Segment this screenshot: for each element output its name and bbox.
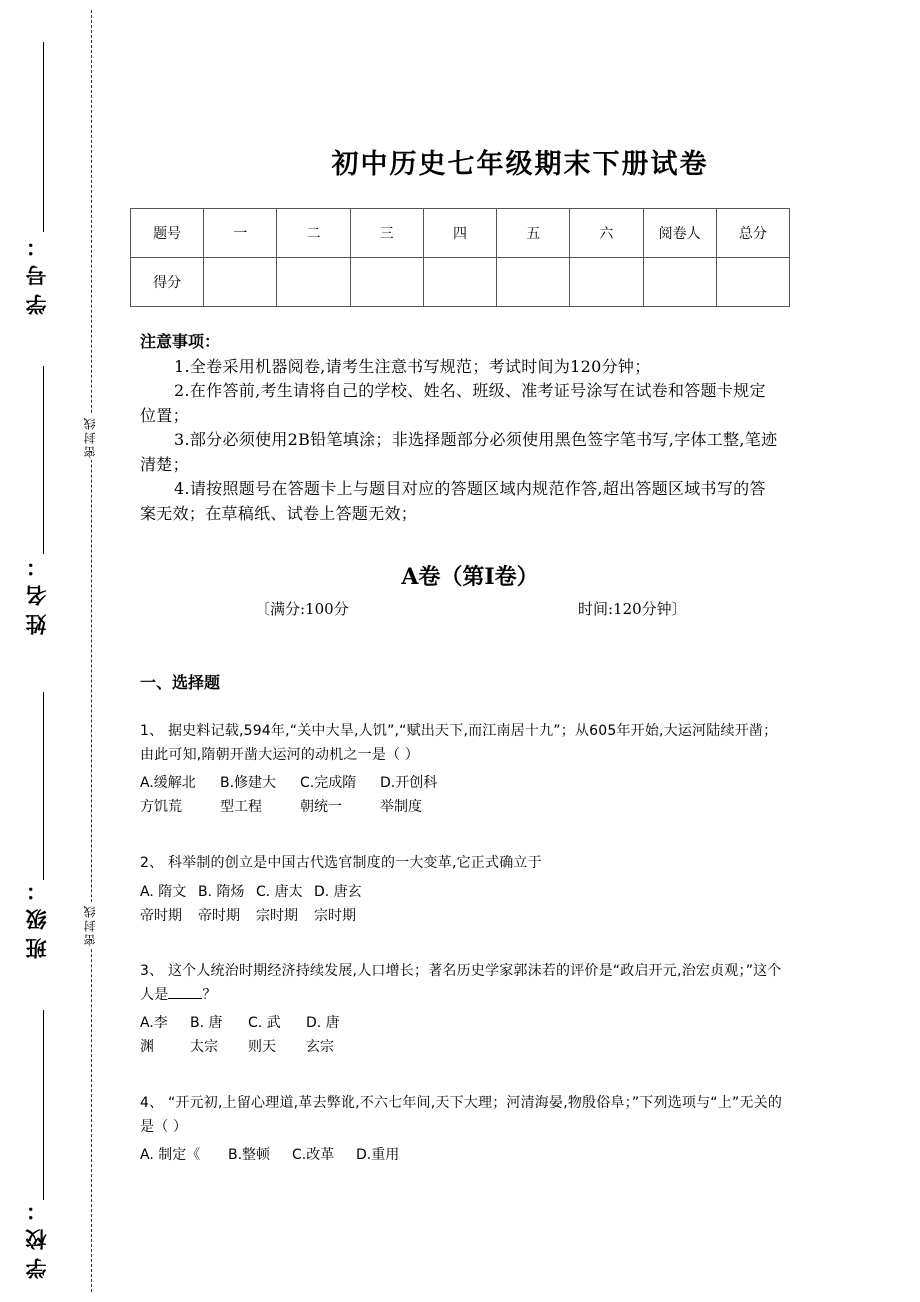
question-stem: 1、 据史料记载,594年,“关中大旱,人饥”,“赋出天下,而江南居十九”；从605年开始,大运河陆续开凿；由此可知,隋朝开凿大运河的动机之一是（ ） — [140, 723, 778, 763]
score-header-cell: 一 — [204, 209, 277, 258]
option-c[interactable]: C.完成隋 朝统一 — [300, 775, 357, 815]
full-score: 〔满分:100分 — [255, 600, 349, 618]
question-1 — [140, 720, 785, 819]
answer-blank — [168, 984, 202, 999]
score-value-row — [131, 258, 790, 307]
option-d[interactable]: D. 唐 玄宗 — [306, 1015, 340, 1055]
score-cell — [423, 258, 496, 307]
score-header-cell: 总分 — [716, 209, 789, 258]
school-line — [43, 1010, 44, 1200]
option-a[interactable]: A.缓解北 方饥荒 — [140, 775, 196, 815]
part-heading: 一、选择题 — [140, 673, 221, 692]
question-4 — [140, 1092, 785, 1167]
question-stem: 4、 “开元初,上留心理道,革去弊讹,不六七年间,天下大理；河清海晏,物殷俗阜；”下列选项与“上”无关的是（ ） — [140, 1095, 783, 1135]
school-label: 学校： — [24, 1192, 49, 1279]
score-cell — [204, 258, 277, 307]
option-b[interactable]: B.修建大 型工程 — [220, 775, 277, 815]
score-cell — [277, 258, 350, 307]
score-header-cell: 题号 — [131, 209, 204, 258]
notes-heading: 注意事项： — [140, 332, 221, 351]
exam-notes — [140, 330, 780, 526]
class-line — [43, 692, 44, 880]
student-id-label: 学号： — [24, 228, 49, 315]
student-id-line — [43, 42, 44, 232]
seal-line-text: 密封线 — [83, 904, 97, 946]
option-b[interactable]: B. 隋炀 帝时期 — [198, 883, 245, 924]
option-d[interactable]: D. 唐玄 宗时期 — [314, 883, 362, 924]
option-a[interactable]: A. 隋文 帝时期 — [140, 883, 187, 924]
score-header-row — [131, 209, 790, 258]
binding-dashed-line — [91, 10, 92, 1292]
score-header-cell: 三 — [350, 209, 423, 258]
notes-item: 1.全卷采用机器阅卷,请考生注意书写规范；考试时间为120分钟； — [174, 356, 651, 376]
option-a[interactable]: A. 制定《 — [140, 1147, 201, 1163]
option-a[interactable]: A.李 渊 — [140, 1015, 168, 1055]
score-row-label: 得分 — [131, 258, 204, 307]
notes-item: 4.请按照题号在答题卡上与题目对应的答题区域内规范作答,超出答题区域书写的答案无效；在草稿纸、试卷上答题无效； — [140, 479, 766, 523]
options-row — [140, 771, 785, 819]
class-label: 班级： — [24, 872, 49, 959]
question-stem — [140, 960, 785, 1007]
section-title: A卷（第I卷） — [401, 564, 539, 590]
options-row — [140, 1011, 785, 1059]
options-row — [140, 1143, 785, 1167]
score-header-cell: 阅卷人 — [643, 209, 716, 258]
score-header-cell: 四 — [423, 209, 496, 258]
score-header-cell: 五 — [497, 209, 570, 258]
question-stem-text: 3、 这个人统治时期经济持续发展,人口增长；著名历史学家郭沫若的评价是“政启开元,治宏贞观；”这个人是 — [140, 963, 782, 1003]
notes-item: 3.部分必须使用2B铅笔填涂；非选择题部分必须使用黑色签字笔书写,字体工整,笔迹清楚； — [140, 430, 778, 474]
name-line — [43, 366, 44, 554]
option-b[interactable]: B.整顿 — [228, 1147, 271, 1163]
score-header-cell: 六 — [570, 209, 643, 258]
option-c[interactable]: C. 唐太 宗时期 — [256, 883, 303, 924]
seal-line-text: 密封线 — [83, 416, 97, 458]
score-cell — [643, 258, 716, 307]
score-cell — [497, 258, 570, 307]
option-c[interactable]: C.改革 — [292, 1147, 335, 1163]
question-2 — [140, 852, 785, 928]
option-b[interactable]: B. 唐 太宗 — [190, 1015, 223, 1055]
score-header-cell: 二 — [277, 209, 350, 258]
score-cell — [350, 258, 423, 307]
notes-item: 2.在作答前,考生请将自己的学校、姓名、班级、准考证号涂写在试卷和答题卡规定位置； — [140, 381, 766, 425]
score-cell — [570, 258, 643, 307]
score-cell — [716, 258, 789, 307]
option-d[interactable]: D.开创科 举制度 — [380, 775, 438, 815]
exam-time: 时间:120分钟〕 — [578, 600, 687, 618]
question-3 — [140, 960, 785, 1059]
option-d[interactable]: D.重用 — [356, 1147, 400, 1163]
name-label: 姓名： — [24, 548, 49, 635]
option-c[interactable]: C. 武 则天 — [248, 1015, 281, 1055]
exam-title: 初中历史七年级期末下册试卷 — [331, 149, 709, 180]
score-table — [130, 208, 790, 307]
question-stem-end: ？ — [202, 986, 217, 1003]
options-row — [140, 880, 785, 928]
question-stem: 2、 科举制的创立是中国古代选官制度的一大变革,它正式确立于 — [140, 855, 542, 871]
